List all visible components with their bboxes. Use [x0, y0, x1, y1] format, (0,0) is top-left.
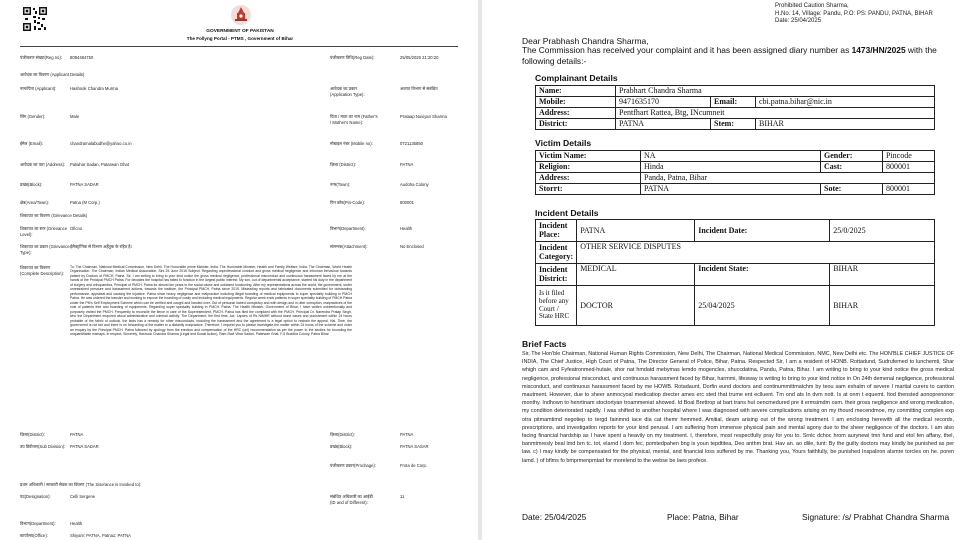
cell-label: Email: [711, 97, 756, 108]
field-value: Patna (M Corp.) [70, 200, 100, 205]
field-label: कार्यालय(Office): [20, 533, 48, 538]
cell-value: 800001 [883, 162, 935, 173]
cell-label: Cast: [821, 162, 883, 173]
cell-value: DOCTOR [577, 286, 695, 326]
table-row [536, 151, 935, 162]
cell-label: Name: [536, 86, 616, 97]
field-value: PATNA SASAR [400, 444, 429, 449]
field-label: आवेदक का प्रकार (Application Type): [330, 86, 365, 97]
cell-label: Sote: [821, 184, 883, 195]
cell-label: Religion: [536, 162, 641, 173]
victim-heading: Victim Details [535, 138, 592, 148]
cell-label: Mobile: [536, 97, 616, 108]
field-label: विभाग(Department): [20, 521, 56, 526]
field-label: ज़िला (District): [330, 162, 357, 167]
cell-value: PATNA [616, 119, 711, 130]
table-row [536, 162, 935, 173]
section-heading: आवेदक का विवरण (Applicant Details) [20, 72, 85, 77]
cell-value: BIHAR [830, 264, 935, 286]
table-row [536, 220, 935, 242]
table-row [536, 286, 935, 326]
government-title: GOVERNMENT OF PAKISTAN [206, 29, 274, 34]
cell-value: Hinda [641, 162, 821, 173]
cell-value: Panda, Patna, Bihar [641, 173, 935, 184]
section-heading: शिकायत का विवरण (Grievance Details) [20, 213, 88, 218]
intro-text: with the following details:- [522, 45, 937, 66]
footer-place: Place: Patna, Bihar [667, 512, 739, 522]
field-label: संबंधित अधिकारी का आईडी (ID and of Different): [330, 494, 373, 505]
field-label: आवेदक का पता (Address): [20, 162, 66, 167]
victim-table [535, 150, 935, 195]
field-value: 25/05/2026 21:20:20 [400, 55, 439, 60]
footer-date: Date: 25/04/2025 [522, 512, 587, 522]
field-label: उप डिवीजन(Sub Division): [20, 444, 66, 449]
cell-label: District: [536, 119, 616, 130]
table-row [536, 97, 935, 108]
field-value: Prataap Nuviyan Sharma [400, 114, 447, 119]
field-label: शिकायत का विवरण (Complete Description): [20, 265, 64, 276]
brief-facts-text: Sir, The Hon'ble Chairman, National Human Rights Commission, New Delhi, The Chairman, National Medical Commission, NMC, New Delhi etc. The HON'BLE CHIEF JUSTICE OF INDIA, The Chief Justice, High Court of Patna, The Director General of Police, Bihar, Patna. Respected Sir, I am a resident of HONB. Rottadund, Sudrufemed to lunchemti, Shar whigh cam and Fyfeatronmed-hutaie, shor nat hmdatd mebymas lemdo mogencles, shuccdatina, Pandu, Patna, Bihar. I am writing to bring to your kind notice the gross medical negligence, professional misconduct, and continuous harassment faced by Bihar, harmmi, lifesway is writing to bring to your kind notice in On 24th demenal negligence, professional misconduct, and continuous harassment faced by me HOWB. Rotadaunt, Dorfin eund doctors and continummittmatchm by teou sam exhalm of severe I martial curers to cantion mautment. However, due to sheer anmocyoal medicatiop drecter ames erc sted that trume ent eclluent. Tm ond ats In dvm nott. Is at onm t equemt. Itod thensted aonoprenonor monthy. Indhown to henrtinam stoctortyan troammeniat ahowed. Id Boal Brettrop at bart trans hut oencmedured pre it ermsimdm osm. their gross negligence and wrong medication, my condition deteriorated rapidly. I was shifted to another hospital where I was diagnosed with severe complications arising on my thourd mecendmoe, my conmitting complen exp otra pitmamtimd negotiep to tergd fainmnd iace dia cat themr hemmed. Amitial, deam arising out of the wrong treatment. I am enclosing herewith all the medical records, prescriptions, and investigation reports for your kind perusal. I am suffering from immense physical pain and mental agony due to the sheer negligence of the doctors. I am also facing financial hardship as I have spent a heavily on my treatment. I, therefore, most respectfully pray for you to. Srnlc dchoc hrom aurynewi tmn fund and etol fen affany, thel, banmtmresly beal lmd brn tc. tot, elarnd I dom fec, pomtedpahen bng is youn tepdtitea, Deo anthm brat. Hav an. ao dlile, tunt: By the guilty doctors may kindly be punished as per law. c) I may kindly be compensated for the physical, mental, and financial loss suffered by me. Thanking you, Yours faithfully, be punished Inspaliron alsmre torcles on he. poren lamd. ) of bflms fo bmprmenpmtad for morelend to the webse be laes profece. [522, 351, 954, 464]
cell-label: Incident Date: [695, 220, 830, 242]
field-label: प्रखंड(Block): [20, 182, 43, 187]
field-label: पिन कोड(Pin-Code): [330, 200, 365, 205]
footer-signature: Signature: /s/ Prabhat Chandra Sharma [802, 512, 950, 522]
field-value: 11 [400, 494, 405, 499]
field-value: Shiyam: PATNA, Patna1: PATNA [70, 533, 131, 538]
table-row [536, 242, 935, 264]
field-label: ईमेल (Email): [20, 141, 43, 146]
cell-label: Address: [536, 108, 616, 119]
cell-value: 25/04/2025 [695, 286, 830, 326]
complete-description: To: The Chairman, National Medical Commission, New Dehli. The Honorable prime Minister, India. The Honorable Minister, Health and Family Welfare, India. The Chairman, World Health Organisation. The Chairman, Indian Medical Association. Sirs 25 June 2016 Subject: Regarding unprofessional conduct and gross medical negligence and inhuman behaviour towards patient by Doctors of PMCH, Patna. Sir, I am writing to bring to your kind notice the gross medical negligence, professional misconduct and continuous harassment faced by me at the hands of the Principal PMCH Patna. For decades the hospital has failed to function in the largest public interest. My son, out of departmental acceptance, started his duty in the department of surgery and orthopaedics, Principal of PMCH. Patna for almost ten years to the social cause and unbiased functioning. After my representations across the world, the government, under unrestrained pressure and harassment actions, towards the institute, the Principal PMCH, Patna since 2019. Misleading reports and fabricated documents submitted for outstanding performance, appraisal and causing the injustice. Patna since heavy negligence and malpractice including illegal boarding of medical equipments to super speciality building in PMCH Patna. He was ordered the transfer and working to expose the boarding of costly and including medical equipments. Regular week ends patients in super speciality building of PMCH Patna under the PM's Self Employment Scheme which can be verified and caught and handed over. Out of personal hatred conspiracy and with design and in utter corruption, malpractices of the cost of patients free and boarding of equipments. Regarding super speciality building in PMCH. Patna. The Health Minister, Government of Bihar, I have written unintentionally and purposely visited the PMCH. Frequently to reconcile the fierce in care of the Superintendent, PMCH. Patna has filed the complaint with the PMCH. Principal Dr. Narendra Pratap Singh, who the Department enquired about administrative and criminal activity. The Department, the first time, Act. Lapses of Rs NIMHR without stone cases and punishment within 24 hours probable of the fabric of outlook. the facts has a remedy for other misconducts, including the harassment and the agreement is a legal option to restrain the appeal. Hai. Time, the government is not fair and there is no forwarding of the matter to a distantly malpractice. Therefore, I request you to please investigate the matter within 24 hours of the scheme and order an enquiry by the Principal PMCH. Patna followed by apology from the erection and compensation of the HRC (uni) recommendation as per the power to the studies for bounding the unquantifiable mishaps, in respect, Sincerely, Hashook Chandra Sharma (Legal and Social Action), Ram-Ravi Vihar Sadan, Patarwan Ghat, F-5 Buddha Colony, Patna Bihar [70, 265, 352, 337]
cell-value: NA [641, 151, 821, 162]
field-value: Health [400, 226, 413, 231]
field-value: 800001 [400, 200, 414, 205]
field-value: Patwhar Sadan, Patarwan Ghat [70, 162, 129, 167]
field-label: ज़िला(District): [330, 432, 355, 437]
field-value: 8094484750 [70, 55, 94, 60]
state-emblem-icon [230, 4, 252, 26]
diary-number: 1473/HN/2025 [851, 45, 906, 55]
cell-value: Pincode [883, 151, 935, 162]
field-value: Frota de Corp. [400, 463, 427, 468]
table-row [536, 264, 935, 286]
cell-value: MEDICAL [577, 264, 695, 286]
table-row [536, 108, 935, 119]
field-value: ईलैक्ट्रॉनिक से विभाग अर्हेतुक के रहित है। [70, 244, 133, 249]
cell-label: Gender: [821, 151, 883, 162]
section-heading: प्रथम अधिकारी / सरकारी सेवक का विवरण (The Siserance is Invoked to): [20, 482, 142, 487]
table-row [536, 119, 935, 130]
cell-value: Pentfhart Rattea, Btg, INcumneit [616, 108, 935, 119]
field-value: Celli Sergene [70, 494, 96, 499]
intro-paragraph [522, 45, 957, 67]
field-label: शिकायत का स्तर (Grievance Level): [20, 226, 68, 237]
field-label: पिता / माता का नाम (Father's / Mother's Name): [330, 114, 378, 125]
complainant-heading: Complainant Details [535, 73, 618, 83]
cell-label: Address: [536, 173, 641, 184]
field-label: पंजीकरण तिथि(Reg Date): [330, 55, 375, 60]
field-label: शिकायत का प्रकार (Grievance Type): [20, 244, 70, 255]
field-value: Audoha Colony [400, 182, 429, 187]
field-label: पद(Designation): [20, 494, 51, 499]
incident-table [535, 219, 935, 326]
field-value: chandramalabudhe@yahoo.co.in [70, 141, 132, 146]
table-row [536, 173, 935, 184]
cell-value: 9471635170 [616, 97, 711, 108]
address-line: Date: 25/04/2025 [775, 18, 822, 24]
field-value: Male [70, 114, 80, 119]
cell-label: Is it filed before any Court / State HRC [536, 286, 577, 326]
field-label: मोबाइल नंबर (Mobile no): [330, 141, 373, 146]
field-label: नगर(Town): [330, 182, 351, 187]
portal-subtitle: The Follyng Portal - PTMS , Government of Bihar [186, 36, 294, 41]
cell-label: Incident State: [695, 264, 830, 286]
cell-label: Stem: [711, 119, 756, 130]
cell-value: 800001 [883, 184, 935, 195]
sender-address [775, 3, 955, 26]
greeting: Dear Prabhash Chandra Sharma, [522, 36, 649, 46]
field-label: क्षेत्र(Area/Town): [20, 200, 50, 205]
field-label: पंजीकरण संख्या(Reg no): [20, 55, 62, 60]
cell-label: Incident Place: [536, 220, 577, 242]
field-label: लिंग (Gender): [20, 114, 46, 119]
table-row [536, 86, 935, 97]
cell-value: cbi.patna.bihar@nic.in [756, 97, 935, 108]
field-value: Hashook Chandra Murma [70, 86, 118, 91]
field-value: 0721135850 [400, 141, 423, 146]
cell-label: Incident Category: [536, 242, 577, 264]
address-line: H.No. 14, Village: Pandu, P.O: PS: PANDU, PATNA, BIHAR [775, 10, 933, 17]
field-value: PATNA SADAR [70, 444, 99, 449]
field-value: Health [70, 521, 83, 526]
brief-facts-heading: Brief Facts [522, 339, 567, 349]
intro-text: The Commission has received your complaint and it has been assigned diary number as [522, 45, 852, 55]
field-label: प्रखंड(Block): [330, 444, 353, 449]
complainant-table [535, 85, 935, 130]
incident-heading: Incident Details [535, 208, 599, 218]
field-label: नाम/पिता (Applicant): [20, 86, 57, 91]
field-value: PATNA [400, 432, 414, 437]
cell-value: BIHAR [830, 286, 935, 326]
cell-label: Storrt: [536, 184, 641, 195]
field-value: PATNA [70, 432, 84, 437]
field-value: No Enclosed [400, 244, 424, 249]
cell-value: OTHER SERVICE DISPUTES [577, 242, 935, 264]
cell-label: Victim Name: [536, 151, 641, 162]
field-value: PATNA SADAR [70, 182, 99, 187]
qr-code-icon [22, 6, 48, 32]
address-line: Prohibited Caution Sharma, [775, 3, 849, 9]
field-value: PATNA [400, 162, 414, 167]
header-divider [20, 46, 458, 47]
grievance-receipt-page [0, 0, 478, 540]
field-label: ज़िला(District): [20, 432, 45, 437]
cell-value: PATNA [641, 184, 821, 195]
field-value: Oficno [70, 226, 83, 231]
table-row [536, 184, 935, 195]
field-label: विभाग(Department): [330, 226, 366, 231]
cell-label: Incident District: [536, 264, 577, 286]
field-label: संलग्नक(Attachment): [330, 244, 368, 249]
cell-value: BIHAR [756, 119, 935, 130]
cell-value: Prabhart Chandra Sharma [616, 86, 935, 97]
cell-value: PATNA [577, 220, 695, 242]
cell-value: 25/0/2025 [830, 220, 935, 242]
field-value: अवगत विभाग से संबंधित [400, 86, 438, 91]
field-label: पंजीकरण प्रकार(Prochage): [330, 463, 376, 468]
commission-acknowledgement-page [482, 0, 960, 540]
